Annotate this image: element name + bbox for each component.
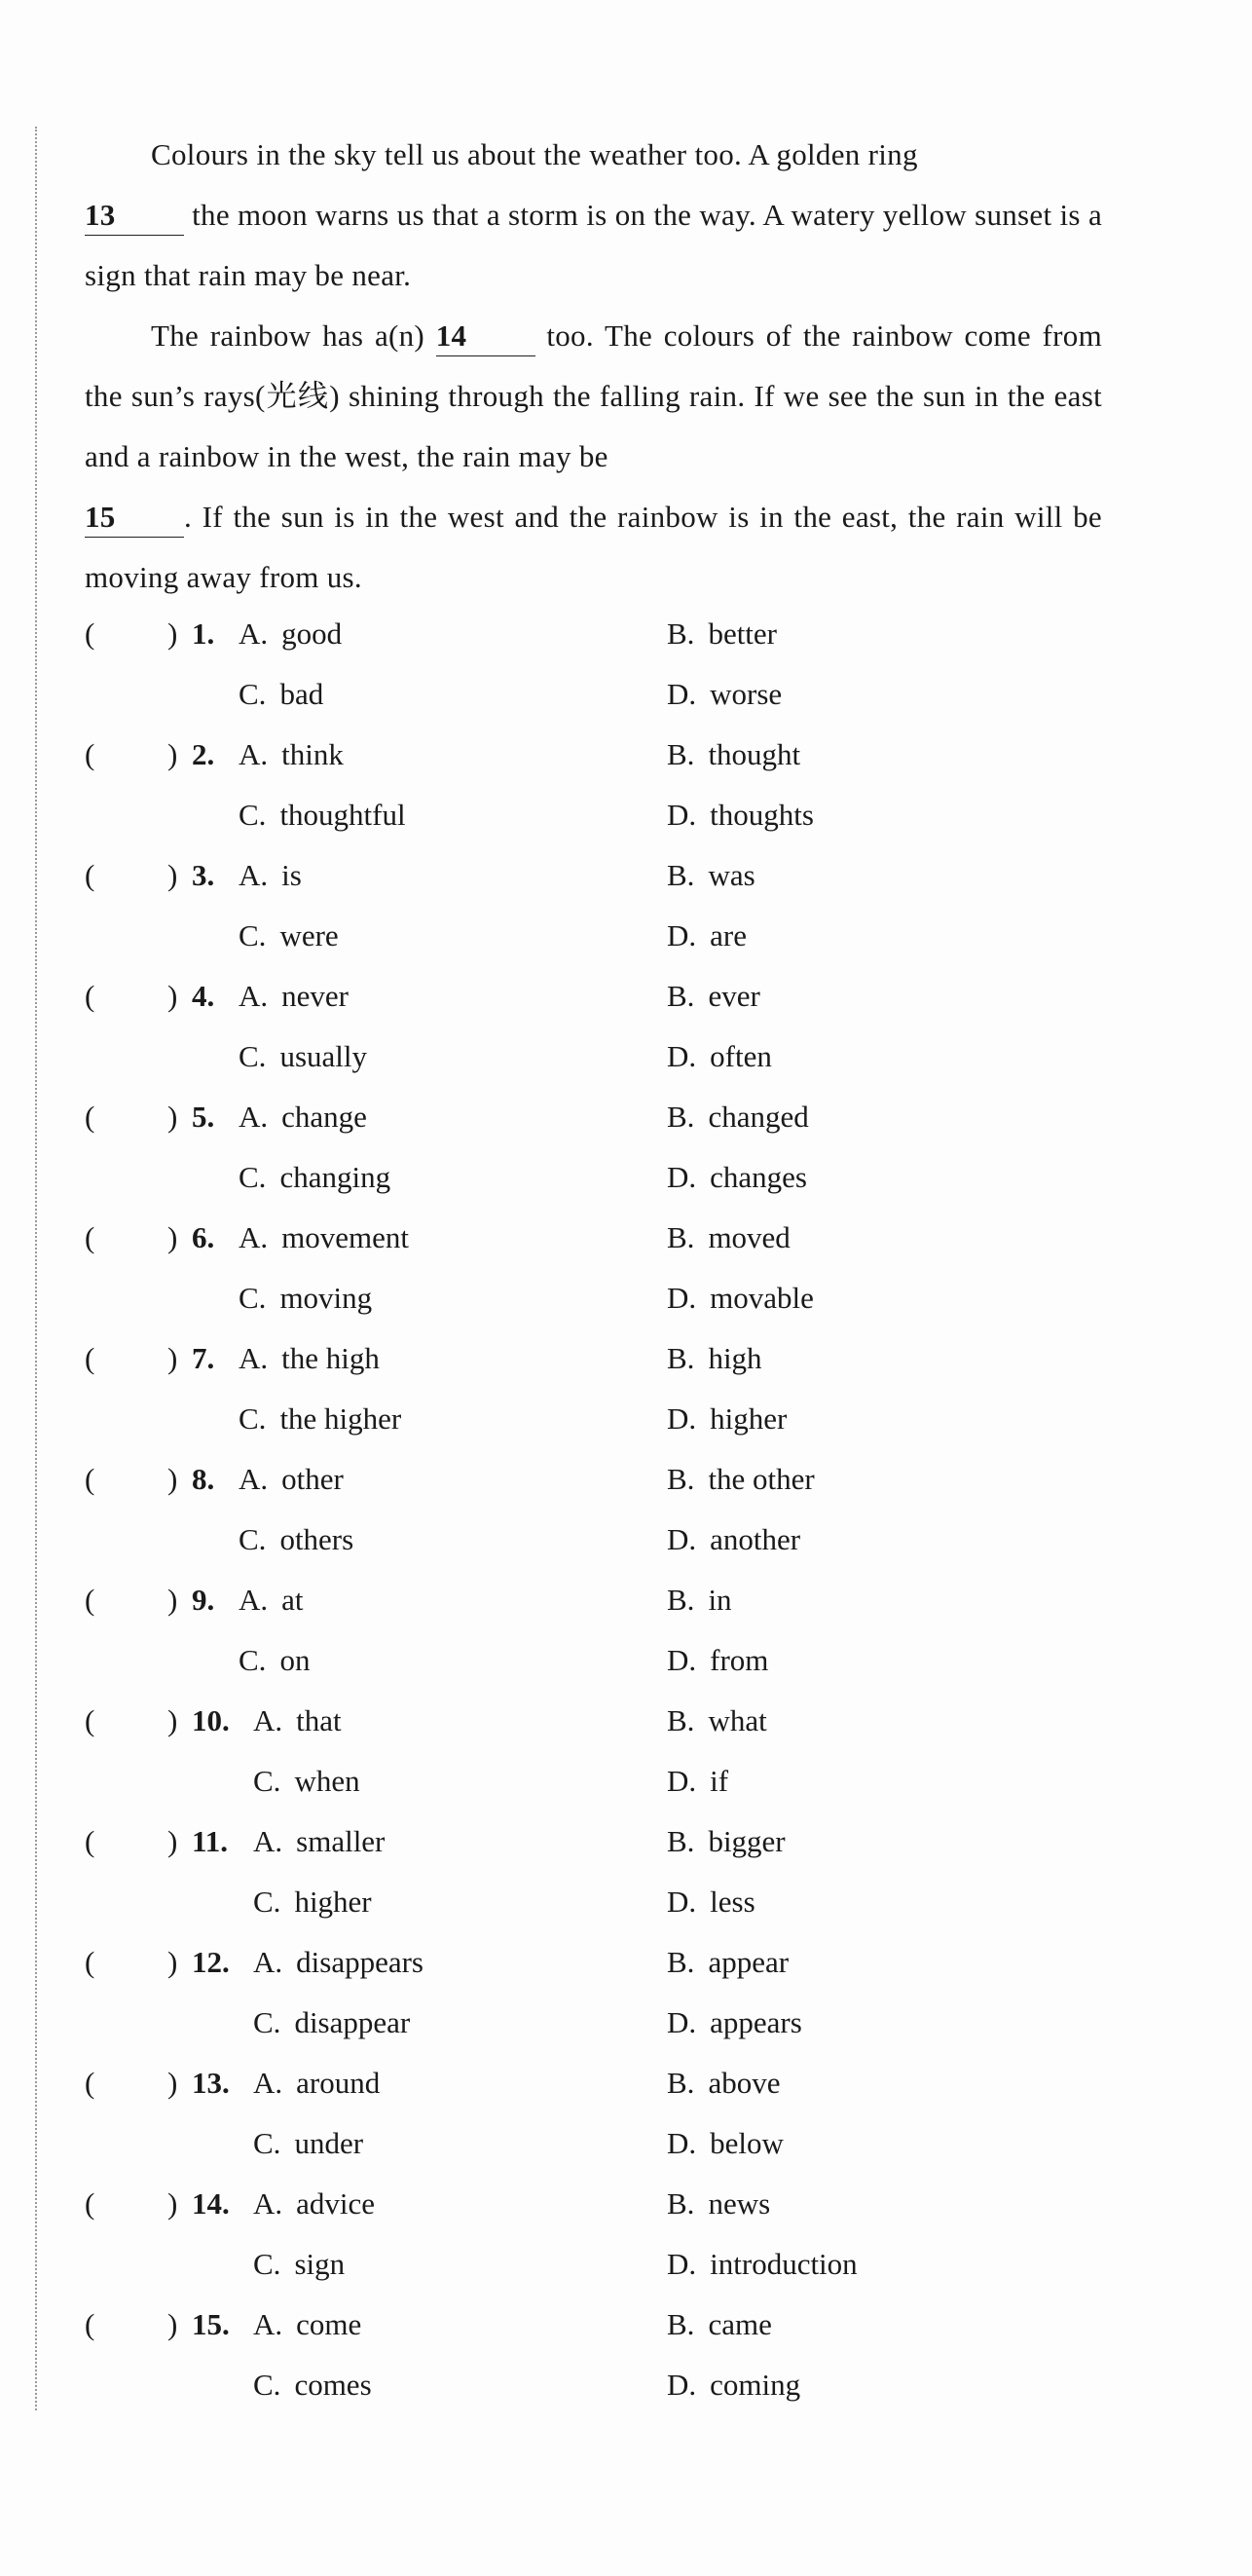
option-text: ever bbox=[708, 979, 760, 1013]
answer-paren-open: ( bbox=[85, 2186, 95, 2221]
option-b bbox=[667, 2295, 772, 2355]
answer-paren-close: ) bbox=[167, 1341, 178, 1375]
option-text: sign bbox=[294, 2247, 346, 2281]
passage-paragraph-2 bbox=[85, 306, 1102, 608]
option-b bbox=[667, 966, 760, 1027]
option-d bbox=[667, 664, 782, 725]
option-b bbox=[667, 1449, 815, 1510]
option-text: movement bbox=[281, 1220, 409, 1254]
answer-paren-open: ( bbox=[85, 737, 95, 771]
option-letter: B. bbox=[667, 1824, 695, 1858]
option-d bbox=[667, 1027, 772, 1087]
option-text: that bbox=[296, 1703, 342, 1737]
answer-paren-close: ) bbox=[167, 737, 178, 771]
question-row-continued bbox=[85, 2113, 1156, 2174]
question-row-continued bbox=[85, 1630, 1156, 1691]
option-d bbox=[667, 2355, 800, 2415]
answer-paren-close: ) bbox=[167, 858, 178, 892]
option-text: comes bbox=[294, 2368, 372, 2402]
option-a bbox=[239, 725, 344, 785]
option-letter: D. bbox=[667, 677, 697, 711]
question-row-continued bbox=[85, 1993, 1156, 2053]
option-b bbox=[667, 1087, 809, 1147]
para2-text-1: The rainbow has a(n) bbox=[151, 318, 436, 353]
option-letter: C. bbox=[239, 918, 267, 952]
option-a bbox=[239, 1570, 304, 1630]
option-text: the other bbox=[708, 1462, 815, 1496]
option-letter: A. bbox=[253, 1703, 283, 1737]
option-letter: D. bbox=[667, 1160, 697, 1194]
answer-paren-close: ) bbox=[167, 1100, 178, 1134]
option-d bbox=[667, 1630, 768, 1691]
option-text: the higher bbox=[279, 1401, 402, 1436]
option-letter: D. bbox=[667, 2126, 697, 2160]
option-letter: C. bbox=[253, 1885, 281, 1919]
option-b bbox=[667, 845, 755, 906]
option-text: was bbox=[708, 858, 755, 892]
answer-paren-close: ) bbox=[167, 1220, 178, 1254]
option-d bbox=[667, 1751, 728, 1811]
option-text: changing bbox=[279, 1160, 391, 1194]
option-letter: A. bbox=[253, 2186, 283, 2221]
option-b bbox=[667, 1570, 732, 1630]
option-letter: D. bbox=[667, 1522, 697, 1556]
option-text: under bbox=[294, 2126, 364, 2160]
para1-text-1: Colours in the sky tell us about the weather too. A golden ring bbox=[151, 137, 918, 171]
option-letter: C. bbox=[253, 1764, 281, 1798]
option-c bbox=[253, 1872, 372, 1932]
option-letter: B. bbox=[667, 858, 695, 892]
option-text: other bbox=[281, 1462, 344, 1496]
option-text: coming bbox=[710, 2368, 801, 2402]
option-b bbox=[667, 1208, 791, 1268]
option-text: appear bbox=[708, 1945, 790, 1979]
option-text: moving bbox=[279, 1281, 373, 1315]
option-letter: A. bbox=[239, 1100, 269, 1134]
question-row bbox=[85, 1691, 1156, 1751]
option-text: thoughtful bbox=[279, 798, 406, 832]
option-text: are bbox=[710, 918, 747, 952]
question-row-continued bbox=[85, 2355, 1156, 2415]
question-row bbox=[85, 1811, 1156, 1872]
option-text: on bbox=[279, 1643, 311, 1677]
option-a bbox=[239, 604, 342, 664]
option-letter: A. bbox=[239, 1583, 269, 1617]
question-row bbox=[85, 845, 1156, 906]
option-a bbox=[239, 1087, 367, 1147]
question-row bbox=[85, 1328, 1156, 1389]
option-a bbox=[239, 1328, 380, 1389]
option-letter: D. bbox=[667, 2005, 697, 2039]
option-text: thought bbox=[708, 737, 801, 771]
option-letter: B. bbox=[667, 979, 695, 1013]
option-letter: C. bbox=[239, 1522, 267, 1556]
option-text: others bbox=[279, 1522, 354, 1556]
answer-paren-open: ( bbox=[85, 1220, 95, 1254]
question-number: 5. bbox=[192, 1100, 215, 1134]
option-letter: B. bbox=[667, 1100, 695, 1134]
question-number: 2. bbox=[192, 737, 215, 771]
question-number: 15. bbox=[192, 2307, 230, 2341]
option-text: changed bbox=[708, 1100, 809, 1134]
option-letter: C. bbox=[253, 2368, 281, 2402]
option-letter: C. bbox=[239, 1281, 267, 1315]
option-letter: D. bbox=[667, 2368, 697, 2402]
answer-paren-close: ) bbox=[167, 1462, 178, 1496]
question-row bbox=[85, 1087, 1156, 1147]
answer-paren-open: ( bbox=[85, 616, 95, 651]
option-letter: B. bbox=[667, 1220, 695, 1254]
question-number: 10. bbox=[192, 1703, 230, 1737]
option-letter: B. bbox=[667, 2066, 695, 2100]
option-text: higher bbox=[294, 1885, 372, 1919]
binding-dotted-line bbox=[35, 127, 37, 2410]
option-letter: C. bbox=[253, 2005, 281, 2039]
answer-paren-open: ( bbox=[85, 1703, 95, 1737]
answer-paren-close: ) bbox=[167, 1824, 178, 1858]
question-number: 3. bbox=[192, 858, 215, 892]
option-c bbox=[253, 2113, 363, 2174]
question-row-continued bbox=[85, 785, 1156, 845]
option-text: bigger bbox=[708, 1824, 786, 1858]
option-text: introduction bbox=[710, 2247, 858, 2281]
blank-14: 14 bbox=[436, 317, 535, 356]
option-text: moved bbox=[708, 1220, 791, 1254]
option-c bbox=[253, 1751, 360, 1811]
option-letter: A. bbox=[239, 616, 269, 651]
question-number: 12. bbox=[192, 1945, 230, 1979]
option-text: advice bbox=[296, 2186, 376, 2221]
question-row bbox=[85, 1208, 1156, 1268]
option-letter: A. bbox=[253, 2066, 283, 2100]
option-letter: D. bbox=[667, 1039, 697, 1073]
question-row bbox=[85, 1932, 1156, 1993]
blank-13: 13 bbox=[85, 196, 184, 236]
question-row-continued bbox=[85, 1147, 1156, 1208]
option-letter: C. bbox=[239, 677, 267, 711]
option-letter: A. bbox=[239, 1341, 269, 1375]
question-row bbox=[85, 604, 1156, 664]
question-row bbox=[85, 725, 1156, 785]
question-number: 13. bbox=[192, 2066, 230, 2100]
answer-paren-open: ( bbox=[85, 1945, 95, 1979]
answer-paren-close: ) bbox=[167, 2307, 178, 2341]
option-letter: D. bbox=[667, 1401, 697, 1436]
answer-paren-open: ( bbox=[85, 858, 95, 892]
option-text: what bbox=[708, 1703, 767, 1737]
option-text: often bbox=[710, 1039, 772, 1073]
option-letter: D. bbox=[667, 1643, 697, 1677]
option-c bbox=[253, 2355, 372, 2415]
option-text: in bbox=[708, 1583, 732, 1617]
blank-15: 15 bbox=[85, 498, 184, 538]
option-d bbox=[667, 785, 814, 845]
option-b bbox=[667, 1932, 789, 1993]
option-text: high bbox=[708, 1341, 762, 1375]
option-a bbox=[239, 1208, 409, 1268]
option-text: change bbox=[281, 1100, 367, 1134]
answer-paren-open: ( bbox=[85, 1100, 95, 1134]
multiple-choice-options bbox=[85, 604, 1156, 2415]
question-row-continued bbox=[85, 1872, 1156, 1932]
option-letter: C. bbox=[239, 798, 267, 832]
option-d bbox=[667, 1872, 755, 1932]
option-letter: D. bbox=[667, 1764, 697, 1798]
option-letter: B. bbox=[667, 1341, 695, 1375]
option-b bbox=[667, 2174, 770, 2234]
option-letter: B. bbox=[667, 737, 695, 771]
option-c bbox=[253, 1993, 410, 2053]
option-letter: A. bbox=[239, 737, 269, 771]
option-letter: B. bbox=[667, 1945, 695, 1979]
question-row bbox=[85, 1449, 1156, 1510]
answer-paren-open: ( bbox=[85, 2066, 95, 2100]
option-text: is bbox=[281, 858, 302, 892]
option-letter: B. bbox=[667, 2186, 695, 2221]
option-text: think bbox=[281, 737, 344, 771]
option-b bbox=[667, 1328, 762, 1389]
question-row bbox=[85, 1570, 1156, 1630]
para2-text-3: . If the sun is in the west and the rainbow is in the east, the rain will be moving away from us. bbox=[85, 500, 1102, 594]
option-letter: B. bbox=[667, 2307, 695, 2341]
option-letter: C. bbox=[239, 1401, 267, 1436]
option-text: at bbox=[281, 1583, 304, 1617]
option-d bbox=[667, 1389, 787, 1449]
question-row-continued bbox=[85, 1027, 1156, 1087]
passage-paragraph-1 bbox=[85, 125, 1102, 306]
option-letter: B. bbox=[667, 1703, 695, 1737]
option-d bbox=[667, 1993, 802, 2053]
option-text: when bbox=[294, 1764, 360, 1798]
question-number: 8. bbox=[192, 1462, 215, 1496]
question-number: 14. bbox=[192, 2186, 230, 2221]
option-d bbox=[667, 906, 747, 966]
option-b bbox=[667, 1691, 767, 1751]
option-a bbox=[239, 845, 302, 906]
option-d bbox=[667, 1510, 800, 1570]
option-letter: C. bbox=[253, 2126, 281, 2160]
option-text: disappear bbox=[294, 2005, 411, 2039]
question-row bbox=[85, 966, 1156, 1027]
question-row-continued bbox=[85, 664, 1156, 725]
option-d bbox=[667, 1268, 814, 1328]
option-c bbox=[253, 2234, 345, 2295]
answer-paren-close: ) bbox=[167, 1945, 178, 1979]
option-text: movable bbox=[710, 1281, 814, 1315]
option-letter: C. bbox=[239, 1160, 267, 1194]
option-text: came bbox=[708, 2307, 772, 2341]
option-text: if bbox=[710, 1764, 729, 1798]
option-letter: A. bbox=[239, 979, 269, 1013]
question-number: 6. bbox=[192, 1220, 215, 1254]
answer-paren-close: ) bbox=[167, 1703, 178, 1737]
option-text: changes bbox=[710, 1160, 807, 1194]
option-letter: C. bbox=[239, 1643, 267, 1677]
option-text: disappears bbox=[296, 1945, 423, 1979]
option-a bbox=[253, 1811, 385, 1872]
option-b bbox=[667, 725, 800, 785]
question-row-continued bbox=[85, 906, 1156, 966]
question-row-continued bbox=[85, 1751, 1156, 1811]
answer-paren-open: ( bbox=[85, 1583, 95, 1617]
question-row-continued bbox=[85, 1510, 1156, 1570]
answer-paren-open: ( bbox=[85, 1462, 95, 1496]
answer-paren-open: ( bbox=[85, 2307, 95, 2341]
option-text: news bbox=[708, 2186, 771, 2221]
option-text: never bbox=[281, 979, 349, 1013]
option-c bbox=[239, 906, 339, 966]
option-text: from bbox=[710, 1643, 769, 1677]
option-letter: A. bbox=[239, 1220, 269, 1254]
option-a bbox=[253, 2174, 375, 2234]
option-a bbox=[253, 2053, 380, 2113]
option-b bbox=[667, 604, 777, 664]
question-number: 11. bbox=[192, 1824, 229, 1858]
option-letter: D. bbox=[667, 1885, 697, 1919]
option-letter: C. bbox=[253, 2247, 281, 2281]
question-number: 1. bbox=[192, 616, 215, 651]
option-text: below bbox=[710, 2126, 784, 2160]
option-text: thoughts bbox=[710, 798, 814, 832]
question-number: 4. bbox=[192, 979, 215, 1013]
para2-text-2: too. The colours of the rainbow come from the sun’s rays(光线) shining through the falling rain. If we see the sun in the east and a rainbow in the west, the rain may be bbox=[85, 318, 1102, 473]
option-letter: D. bbox=[667, 1281, 697, 1315]
option-c bbox=[239, 1268, 372, 1328]
option-letter: D. bbox=[667, 918, 697, 952]
option-text: less bbox=[710, 1885, 755, 1919]
option-letter: A. bbox=[253, 1824, 283, 1858]
option-letter: A. bbox=[239, 1462, 269, 1496]
option-text: come bbox=[296, 2307, 362, 2341]
option-text: good bbox=[281, 616, 343, 651]
option-c bbox=[239, 1510, 353, 1570]
option-b bbox=[667, 1811, 786, 1872]
option-letter: C. bbox=[239, 1039, 267, 1073]
option-c bbox=[239, 1147, 390, 1208]
option-d bbox=[667, 2234, 858, 2295]
option-d bbox=[667, 1147, 807, 1208]
option-letter: A. bbox=[253, 1945, 283, 1979]
answer-paren-close: ) bbox=[167, 616, 178, 651]
option-a bbox=[253, 1932, 423, 1993]
option-text: better bbox=[708, 616, 778, 651]
question-row-continued bbox=[85, 1389, 1156, 1449]
option-letter: B. bbox=[667, 616, 695, 651]
option-c bbox=[239, 785, 406, 845]
answer-paren-close: ) bbox=[167, 2066, 178, 2100]
option-letter: A. bbox=[239, 858, 269, 892]
answer-paren-open: ( bbox=[85, 979, 95, 1013]
reading-passage bbox=[85, 125, 1102, 608]
option-text: usually bbox=[279, 1039, 367, 1073]
option-d bbox=[667, 2113, 784, 2174]
answer-paren-close: ) bbox=[167, 2186, 178, 2221]
option-text: another bbox=[710, 1522, 801, 1556]
option-c bbox=[239, 1630, 310, 1691]
question-row-continued bbox=[85, 1268, 1156, 1328]
option-a bbox=[253, 1691, 342, 1751]
option-text: were bbox=[279, 918, 339, 952]
option-text: worse bbox=[710, 677, 783, 711]
question-row-continued bbox=[85, 2234, 1156, 2295]
option-a bbox=[239, 1449, 344, 1510]
option-a bbox=[253, 2295, 361, 2355]
answer-paren-close: ) bbox=[167, 979, 178, 1013]
answer-paren-open: ( bbox=[85, 1341, 95, 1375]
option-letter: D. bbox=[667, 798, 697, 832]
option-letter: A. bbox=[253, 2307, 283, 2341]
question-number: 7. bbox=[192, 1341, 215, 1375]
option-text: appears bbox=[710, 2005, 802, 2039]
option-a bbox=[239, 966, 349, 1027]
option-text: around bbox=[296, 2066, 381, 2100]
option-text: higher bbox=[710, 1401, 788, 1436]
question-row bbox=[85, 2053, 1156, 2113]
question-number: 9. bbox=[192, 1583, 215, 1617]
option-text: above bbox=[708, 2066, 781, 2100]
option-letter: D. bbox=[667, 2247, 697, 2281]
option-c bbox=[239, 1389, 401, 1449]
option-letter: B. bbox=[667, 1583, 695, 1617]
question-row bbox=[85, 2295, 1156, 2355]
para1-text-2: the moon warns us that a storm is on the way. A watery yellow sunset is a sign that rain may be near. bbox=[85, 198, 1102, 292]
option-c bbox=[239, 1027, 367, 1087]
option-text: bad bbox=[279, 677, 324, 711]
question-row bbox=[85, 2174, 1156, 2234]
option-c bbox=[239, 664, 323, 725]
option-text: the high bbox=[281, 1341, 380, 1375]
option-text: smaller bbox=[296, 1824, 386, 1858]
answer-paren-open: ( bbox=[85, 1824, 95, 1858]
answer-paren-close: ) bbox=[167, 1583, 178, 1617]
option-letter: B. bbox=[667, 1462, 695, 1496]
option-b bbox=[667, 2053, 780, 2113]
